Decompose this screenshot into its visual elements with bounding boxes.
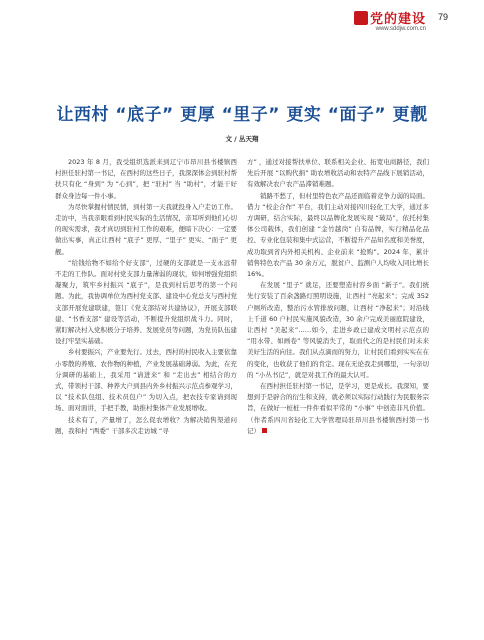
paragraph: 销路不愁了，但村里特色农产品还面临着竞争力弱的局面。借力 “校企合作” 平台，我们主动对接四川轻化工大学，通过多方调研，结合实际，最终以品牌化发展实现 “破局”，依托村集体公司载体，我们创建 “金竹越岗” 自有品牌，实行精品化品控、专业化包装和集中式运营，不断提升产品知名度和美誉度，成功取到省内外相关机构、企业前来 “抢购”。2024 年，累计销售特色农产品 30 余万元，脱贫户、监测户人均收入同比增长 16%。 (247, 191, 429, 279)
article-column-left (55, 157, 237, 437)
logo-text: 党的建设 (369, 12, 426, 27)
magazine-logo (354, 8, 426, 27)
paragraph: 在发展 “里子” 就足，还要塑造村容乡面 “新子”。我们统先行安装了百余盏路灯照明设施，让西村 “亮起来”；完成 352 户厕所改造，整治污水管排放问题，让西村 “净起来”；对沿线上千道 60 户村民实施风貌改造，30 余户完成美丽庭院建设，让西村 “美起来”……如今，走进乡政已建成文明村示范点的 “用水带、如画卷” 等风貌消失了，取而代之的是村民们对未来美好生活的向往。我们从点滴而的努力，让村民们看到实实在在的变化，也收获了他们的肯定。现在无论我走到哪里，一句亲切的 “小丛书记”，就是对我工作的最大认可。 (247, 281, 429, 379)
article-byline: 文 / 丛天翔 (225, 135, 259, 143)
paragraph-last (247, 381, 429, 437)
paragraph: 技术有了，产量增了，怎么促农增收？为解决销售渠道问题，我和村 “两委” 干部多次走访城 “寻 (55, 415, 237, 435)
site-url: www.sddjw.com.cn (375, 26, 426, 32)
paragraph-text: 在西村担任驻村第一书记，是学习，更是成长。我深知，要想到于是辟合的衍生和支持，就必须以实际行动践行为民服务宗旨，在做好一桩桩一件件看似平常的 “小事” 中创造非凡价值。（作者系四川省轻化工大学管理局驻昂川县书楼镇西村第一书记） (247, 382, 429, 435)
paragraph: “给钱给物不如给个好支部”，过硬的支部就是一支永远带不走的工作队。面对村党支部力量薄弱的现状，如何增强党组织凝聚力，筑牢乡村振兴 “底子”，是我到村后思考的第一个问题。为此，我协调单位为西村党支部、建设中心党总支与西村党支部开展党建联建，签订《党支部结对共建协议》，开展支部联建、“书香支部” 建设等活动，不断提升党组织战斗力。同时，紧盯解决村入党积极分子培养、发展党员等问题，为党员队伍建设打牢坚实基础。 (55, 258, 237, 346)
paragraph: 2023 年 8 月，我受组织选派来到辽宁市昂川县书楼镇西村担任驻村第一书记，在西村的这些日子，我深深体会到驻村帮扶只有化 “身到” 为 “心到”，把 “驻村” 当 “助村”，才能干好群众身边每一件小事。 (55, 158, 237, 200)
paragraph: 乡村要振兴，产业要先行。过去，西村的村民收入主要依靠小零散的养殖、农作物的种植，产业发展基础薄弱。为此，在充分调研的基础上，我采用 “请进来” 和 “走出去” 相结合的方式，带领村干部、种养大户到县内外乡村振兴示范点参观学习，以 “技术队包组、技术员包户” 为切入点，把农技专家请到现场、面对面讲，手把手教，助推村集体产业发展增收。 (55, 348, 237, 413)
page-number: 79 (437, 12, 448, 22)
paragraph: 为尽快掌握村情民情，到村第一天我就投身入户走访工作。走访中，当我亲眼看到村民实际的生活情况，亲耳听到他们心切的现实需求，我才真切到驻村工作的艰难，便暗下决心：一定要做出实事，真正让西村 “底子” 更厚、“里子” 更实、“面子” 更靓。 (55, 202, 237, 256)
party-emblem-icon (354, 11, 368, 25)
page-header (248, 8, 448, 48)
paragraph: 方” ，通过对接帮扶单位、联系相关企业、拓宽电商路径，我们先后开展 “以购代捐” 助农增收活动和农特产品线下展销活动，有效解决农户农产品滞销难题。 (247, 158, 429, 189)
article-title: 让西村 “底子” 更厚 “里子” 更实 “面子” 更靓 (56, 105, 428, 125)
end-of-article-icon (262, 428, 267, 433)
article-column-right (247, 157, 429, 437)
